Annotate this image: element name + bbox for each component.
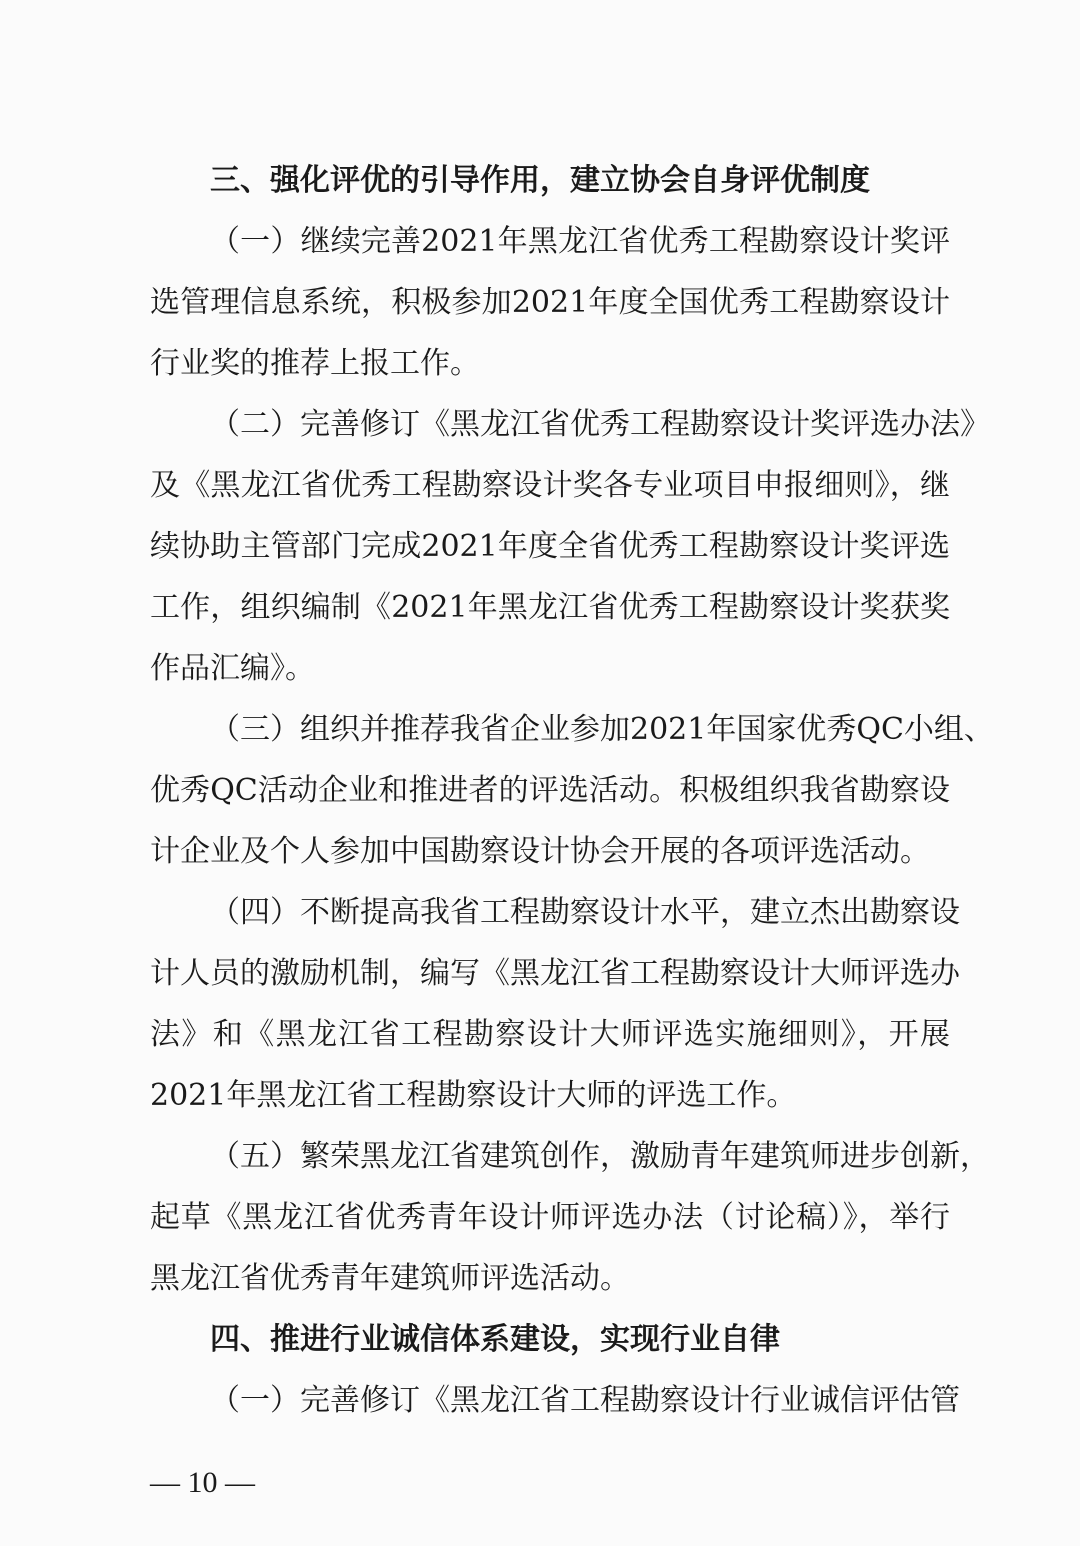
text-line: 计人员的激励机制，编写《黑龙江省工程勘察设计大师评选办 — [150, 956, 960, 991]
text-line: 及《黑龙江省优秀工程勘察设计奖各专业项目申报细则》，继 — [150, 468, 950, 503]
text-line: （三）组织并推荐我省企业参加2021年国家优秀QC小组、 — [210, 712, 994, 747]
text-line: 行业奖的推荐上报工作。 — [150, 346, 480, 381]
text-line: （一）继续完善2021年黑龙江省优秀工程勘察设计奖评 — [210, 224, 950, 259]
text-line: 起草《黑龙江省优秀青年设计师评选办法（讨论稿）》，举行 — [150, 1200, 950, 1235]
text-line: 选管理信息系统，积极参加2021年度全国优秀工程勘察设计 — [150, 285, 950, 320]
page-number: — 10 — — [150, 1466, 255, 1499]
text-line: 作品汇编》。 — [150, 651, 315, 686]
text-line: 2021年黑龙江省工程勘察设计大师的评选工作。 — [150, 1078, 797, 1113]
document-body — [150, 150, 994, 1431]
section-heading: 四、推进行业诚信体系建设，实现行业自律 — [210, 1322, 780, 1357]
text-line: 计企业及个人参加中国勘察设计协会开展的各项评选活动。 — [150, 834, 930, 869]
text-line: （五）繁荣黑龙江省建筑创作，激励青年建筑师进步创新， — [210, 1139, 990, 1174]
text-line: （四）不断提高我省工程勘察设计水平，建立杰出勘察设 — [210, 895, 960, 930]
text-line: （一）完善修订《黑龙江省工程勘察设计行业诚信评估管 — [210, 1383, 960, 1418]
section-heading: 三、强化评优的引导作用，建立协会自身评优制度 — [210, 163, 870, 198]
text-line: （二）完善修订《黑龙江省优秀工程勘察设计奖评选办法》 — [210, 407, 990, 442]
text-line: 工作，组织编制《2021年黑龙江省优秀工程勘察设计奖获奖 — [150, 590, 950, 625]
text-line: 法》和《黑龙江省工程勘察设计大师评选实施细则》，开展 — [150, 1017, 950, 1052]
text-line: 黑龙江省优秀青年建筑师评选活动。 — [150, 1261, 630, 1296]
text-line: 优秀QC活动企业和推进者的评选活动。积极组织我省勘察设 — [150, 773, 950, 808]
text-line: 续协助主管部门完成2021年度全省优秀工程勘察设计奖评选 — [150, 529, 950, 564]
